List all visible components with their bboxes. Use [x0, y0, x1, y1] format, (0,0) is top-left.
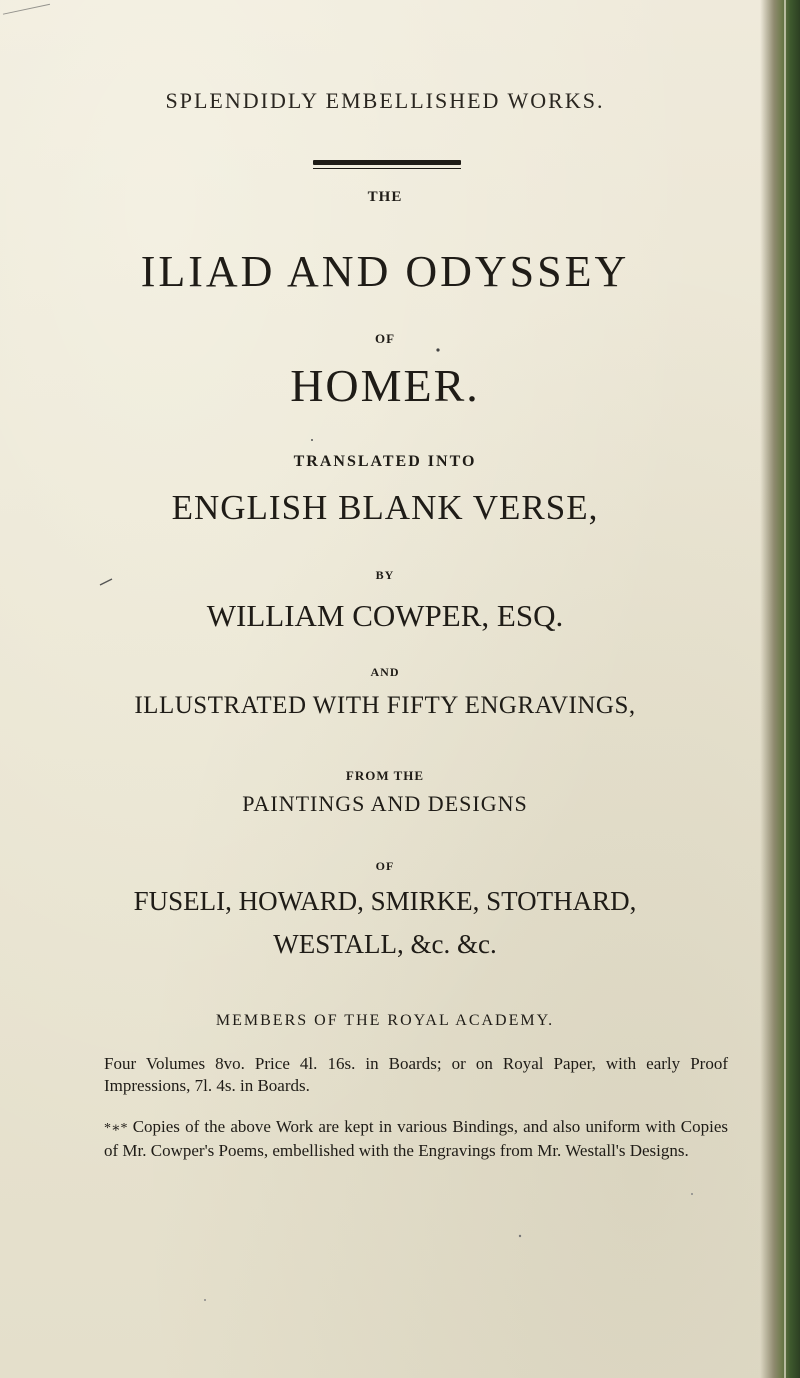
title-article: THE — [367, 189, 403, 205]
speck — [519, 1235, 521, 1237]
translator-name: WILLIAM COWPER, ESQ. — [206, 598, 564, 633]
speck — [436, 348, 439, 351]
asterism: *∗* — [104, 1121, 128, 1136]
by-label: BY — [375, 568, 395, 582]
series-heading: SPLENDIDLY EMBELLISHED WORKS. — [165, 88, 605, 113]
paintings-line: PAINTINGS AND DESIGNS — [242, 791, 528, 816]
from-the-label: FROM THE — [345, 768, 425, 783]
speck — [100, 579, 112, 585]
illustrated-line: ILLUSTRATED WITH FIFTY ENGRAVINGS, — [134, 692, 636, 719]
artists-line-1: FUSELI, HOWARD, SMIRKE, STOTHARD, — [133, 886, 637, 916]
translated-into: TRANSLATED INTO — [293, 453, 477, 470]
speck — [204, 1299, 206, 1301]
speck — [311, 439, 313, 441]
and-label: AND — [370, 665, 400, 679]
author-name: HOMER. — [290, 360, 480, 411]
artists-line-2: WESTALL, &c. &c. — [273, 929, 497, 959]
bindings-note-text: Copies of the above Work are kept in various Bindings, and also uniform with Copies of Mr. Cowper's Poems, embellished with the Engravings from Mr. Westall's Designs. — [104, 1117, 729, 1160]
royal-academy-line: MEMBERS OF THE ROYAL ACADEMY. — [215, 1012, 555, 1029]
of-artists-label: OF — [375, 859, 395, 873]
book-title: ILIAD AND ODYSSEY — [140, 247, 630, 296]
pricing-paragraph: Four Volumes 8vo. Price 4l. 16s. in Boards; or on Royal Paper, with early Proof Impressions, 7l. 4s. in Boards. — [104, 1054, 728, 1095]
speck — [691, 1193, 693, 1195]
title-of: OF — [374, 331, 396, 346]
verse-form: ENGLISH BLANK VERSE, — [171, 488, 599, 527]
